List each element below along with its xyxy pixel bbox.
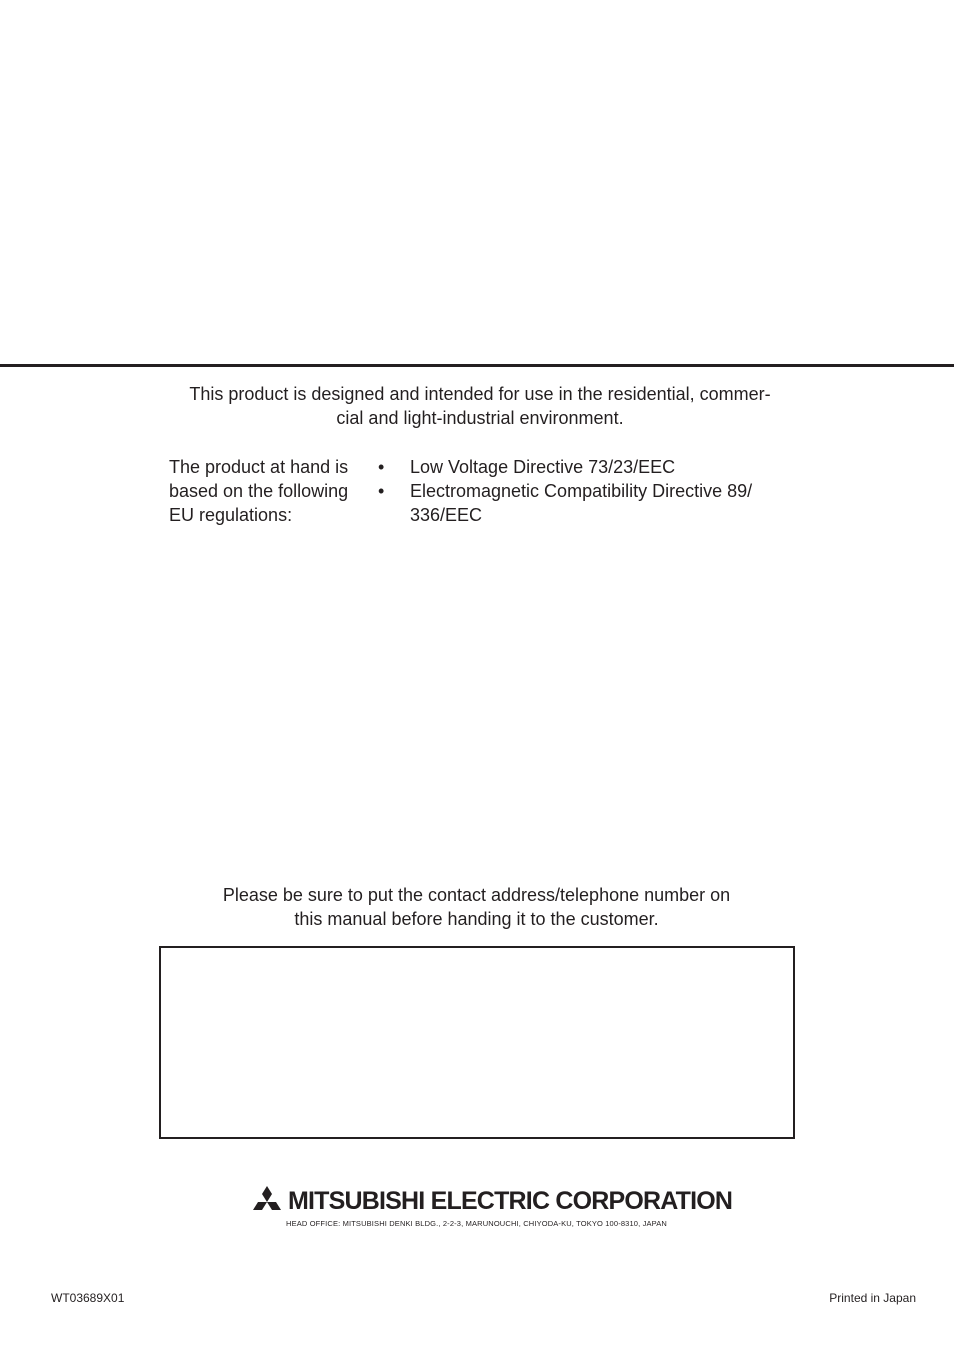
regulations-label-line: The product at hand is — [169, 457, 349, 477]
contact-address-box — [159, 946, 795, 1139]
regulation-text: Electromagnetic Compatibility Directive 89/ — [410, 481, 753, 501]
regulations-label-line: based on the following — [169, 481, 349, 501]
contact-notice-line: this manual before handing it to the customer. — [294, 909, 659, 929]
regulations-label — [169, 455, 369, 527]
regulations-label-line: EU regulations: — [169, 505, 293, 525]
intended-use-statement — [160, 382, 800, 430]
regulation-text: 336/EEC — [410, 505, 483, 525]
regulation-text: Low Voltage Directive 73/23/EEC — [410, 457, 676, 477]
contact-notice-line: Please be sure to put the contact address/telephone number on — [222, 885, 731, 905]
document-code: WT03689X01 — [51, 1291, 125, 1305]
contact-notice — [160, 883, 793, 931]
head-office-address: HEAD OFFICE: MITSUBISHI DENKI BLDG., 2-2-3, MARUNOUCHI, CHIYODA-KU, TOKYO 100-8310, JAPAN — [286, 1219, 667, 1228]
company-name: MITSUBISHI ELECTRIC CORPORATION — [288, 1187, 733, 1215]
intended-use-line: This product is designed and intended for use in the residential, commer- — [189, 384, 771, 404]
list-item — [376, 455, 796, 479]
printed-in-label: Printed in Japan — [829, 1291, 916, 1305]
list-item — [376, 479, 796, 527]
bullet-icon: • — [378, 457, 385, 477]
bullet-icon: • — [378, 481, 385, 501]
company-logo — [250, 1185, 732, 1217]
regulations-list — [376, 455, 796, 527]
intended-use-line: cial and light-industrial environment. — [336, 408, 624, 428]
horizontal-rule — [0, 364, 954, 367]
three-diamonds-icon — [250, 1186, 284, 1216]
